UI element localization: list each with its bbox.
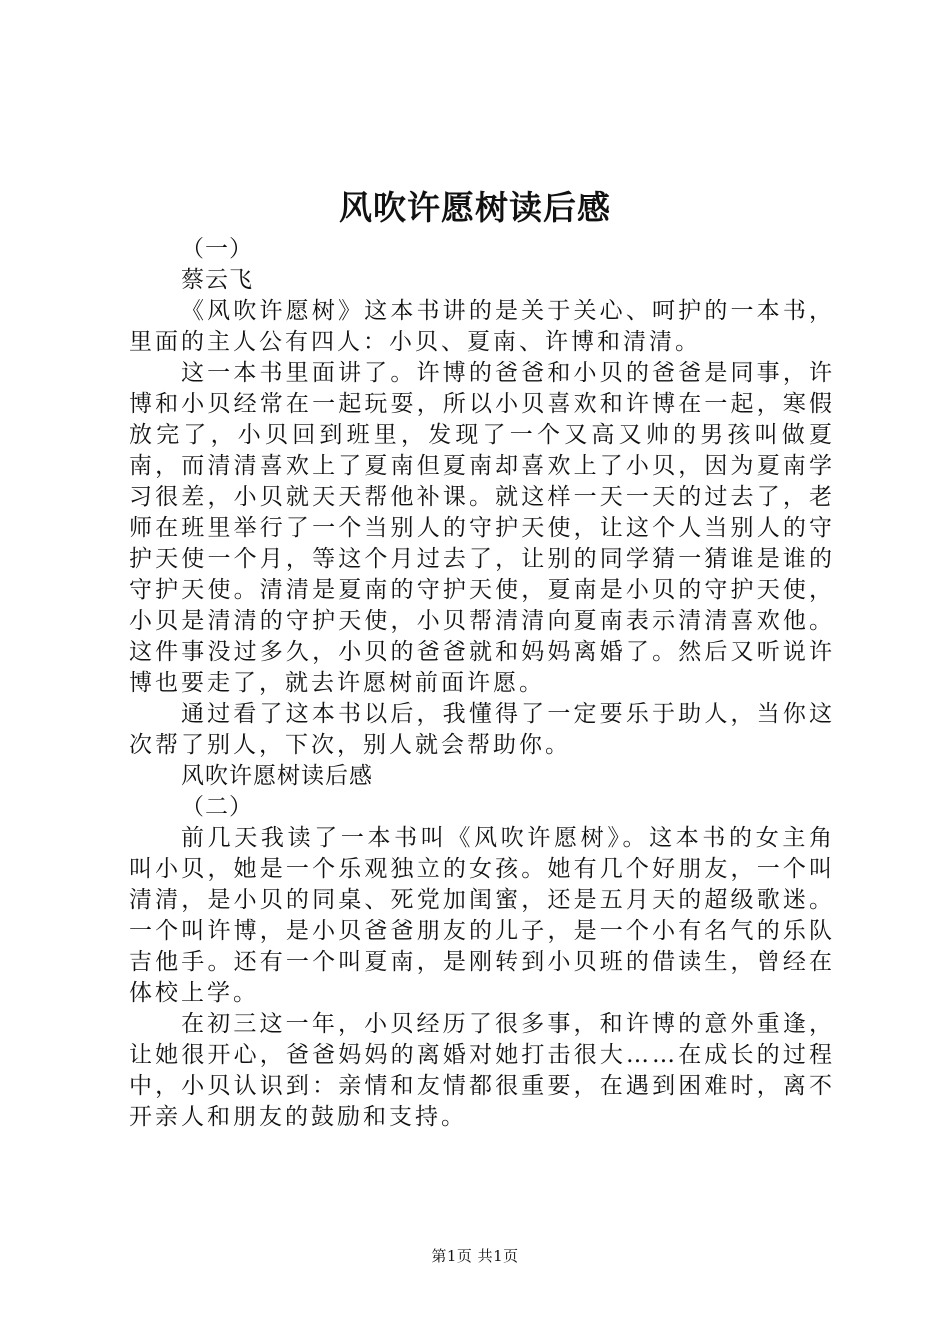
document-body [129,234,835,1133]
paragraph-intro: 《风吹许愿树》这本书讲的是关于关心、呵护的一本书，里面的主人公有四人：小贝、夏南、许博和清清。 [129,298,835,355]
section-number-two: （二） [181,794,253,820]
paragraph-reflection: 通过看了这本书以后，我懂得了一定要乐于助人，当你这次帮了别人，下次，别人就会帮助你。 [129,701,835,758]
section-subtitle: 风吹许愿树读后感 [181,763,373,789]
author-name: 蔡云飞 [181,267,253,293]
paragraph-story: 这一本书里面讲了。许博的爸爸和小贝的爸爸是同事，许博和小贝经常在一起玩耍，所以小贝喜欢和许博在一起，寒假放完了，小贝回到班里，发现了一个又高又帅的男孩叫做夏南，而清清喜欢上了夏南但夏南却喜欢上了小贝，因为夏南学习很差，小贝就天天帮他补课。就这样一天一天的过去了，老师在班里举行了一个当别人的守护天使，让这个人当别人的守护天使一个月，等这个月过去了，让别的同学猜一猜谁是谁的守护天使。清清是夏南的守护天使，夏南是小贝的守护天使，小贝是清清的守护天使，小贝帮清清向夏南表示清清喜欢他。这件事没过多久，小贝的爸爸就和妈妈离婚了。然后又听说许博也要走了，就去许愿树前面许愿。 [129,360,835,696]
paragraph-conclusion: 在初三这一年，小贝经历了很多事，和许博的意外重逢，让她很开心，爸爸妈妈的离婚对她打击很大……在成长的过程中，小贝认识到：亲情和友情都很重要，在遇到困难时，离不开亲人和朋友的鼓励和支持。 [129,1011,835,1130]
page-footer: 第1页 共1页 [431,1247,519,1265]
paragraph-characters: 前几天我读了一本书叫《风吹许愿树》。这本书的女主角叫小贝，她是一个乐观独立的女孩。她有几个好朋友，一个叫清清，是小贝的同桌、死党加闺蜜，还是五月天的超级歌迷。一个叫许博，是小贝爸爸朋友的儿子，是一个小有名气的乐队吉他手。还有一个叫夏南，是刚转到小贝班的借读生，曾经在体校上学。 [129,825,835,1006]
document-title: 风吹许愿树读后感 [339,188,611,227]
section-number-one: （一） [181,236,253,262]
